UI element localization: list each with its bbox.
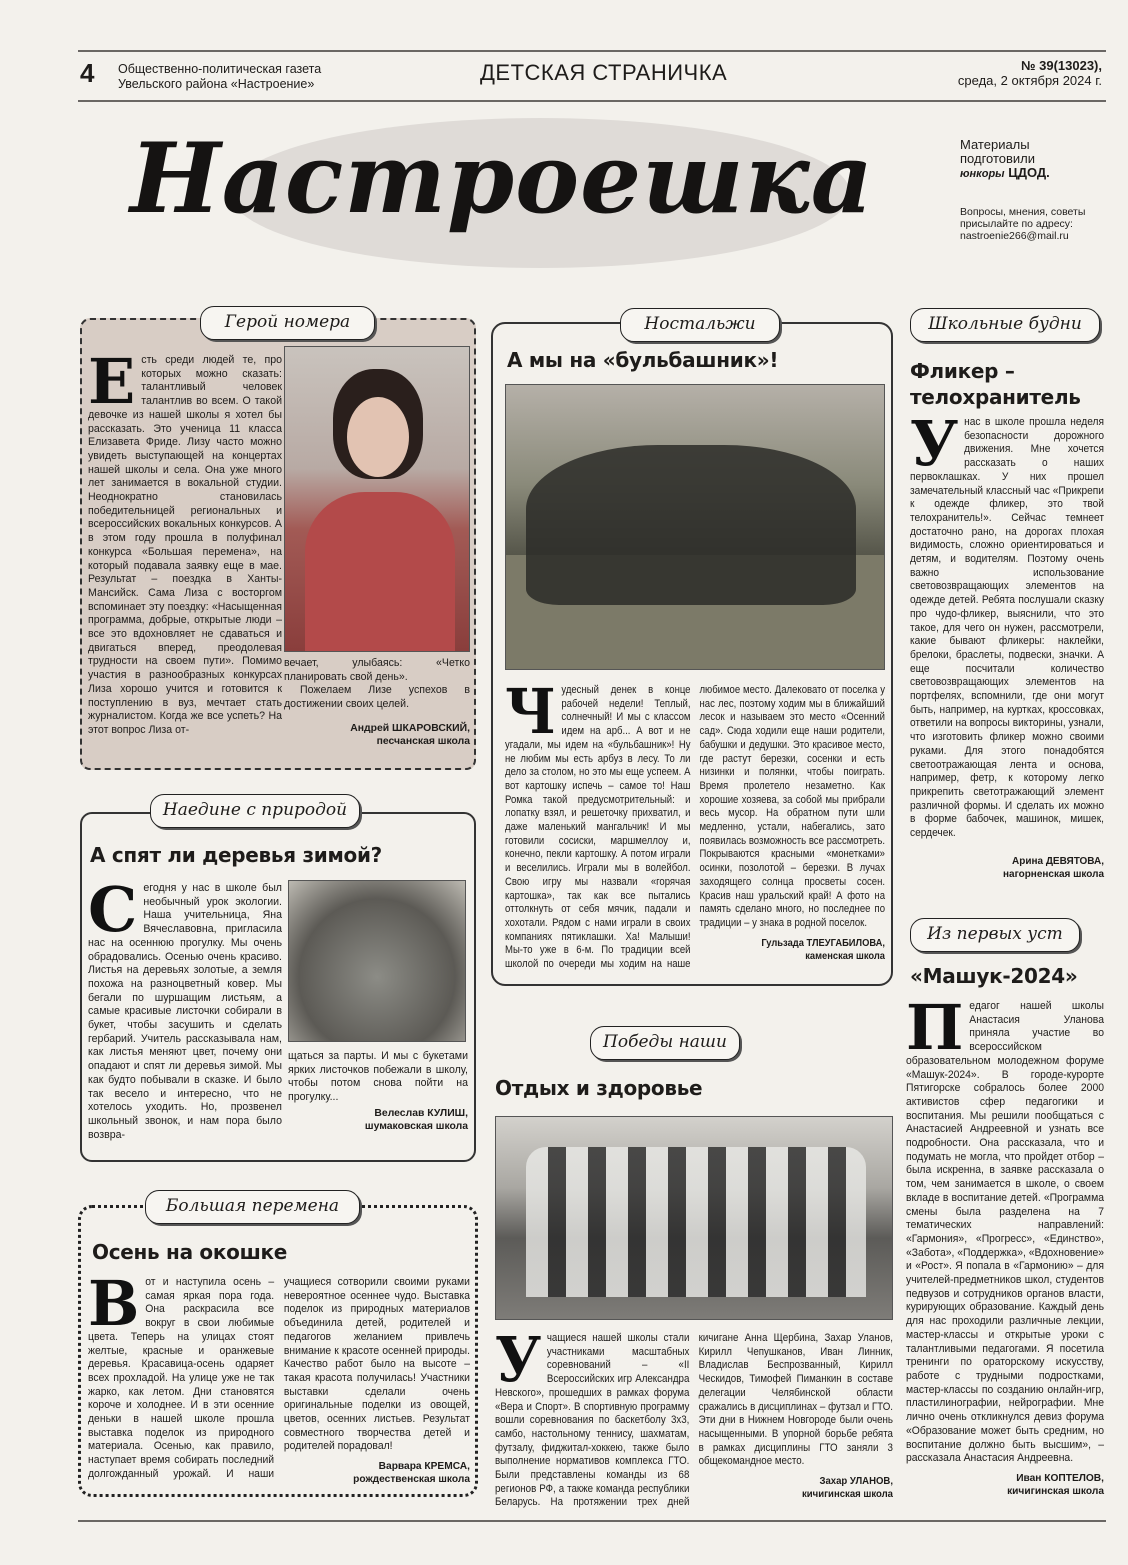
nature-text-column-2 bbox=[288, 1050, 468, 1133]
credits-line-1: Материалы bbox=[960, 137, 1030, 152]
author-school: каменская школа bbox=[805, 950, 885, 962]
rubric-hero: Герой номера bbox=[200, 306, 375, 340]
hero-text-1: сть среди людей те, про которых можно сказать: талантливый человек талантлив во всем. О такой девочке из нашей школы я хотел бы рассказать. Это ученица 11 класса Елизавета Фриде. Лизу часто можно увидеть выступающей на концертах нашей школы и села. Она уже много лет занимается в вокальной студии. Неоднократно становилась победительницей региональных и всероссийских вокальных конкурсов. А в этом году прошла в полуфинал конкурса «Большая перемена», на который подавала заявку еще в мае. Результат – поездка в Ханты-Мансийск. Сама Лиза с восторгом вспоминает эту поездку: «Насыщенная программа, добрые, открытые люди – все это вдохновляет не сдаваться и двигаться вперед, преодолевая трудности на своем пути». Помимо участия в разнообразных конкурсах Лиза хорошо учится и готовится к поступлению в вуз, мечтает стать журналистом. Когда же все успеть? На этот вопрос Лиза от- bbox=[88, 354, 282, 736]
dropcap: Ч bbox=[505, 675, 556, 748]
nature-headline: А спят ли деревья зимой? bbox=[90, 843, 382, 867]
victories-text-body: чащиеся нашей школы стали участниками масштабных соревнований – «II Всероссийских игр Александра Невского», прошедших в рамках форума «Вера и Спорт». В спортивную программу вошли соревнования по баскетболу 3х3, самбо, настольному теннису, шахматам, футзалу, фиджитал-хоккею, также было выполнение нормативов комплекса ГТО. Были представлены команды из 68 регионов РФ, а также команда республики Беларусь. На протяжении трех дней кичигане Анна Щербина, Захар Уланов, Кирилл Чепушканов, Иван Линник, Владислав Беспрозванный, Кирилл Ческидов, Тимофей Пиманкин в составе делегации Челябинской области сражались в дисциплинах – футзал и ГТО. Эти дни в Нижнем Новгороде были очень насыщенными. В упорной борьбе ребята в рамках дисциплины ГТО заняли 3 общекомандное место. bbox=[495, 1332, 893, 1509]
photo-figure-body bbox=[305, 492, 455, 652]
masthead-logo: Настроешка bbox=[130, 122, 874, 235]
photo-team bbox=[526, 1147, 866, 1297]
nostalgia-text-body: удесный денек в конце рабочей недели! Теплый, солнечный! И мы с классом идем на арб... А вот и не угадали, мы идем на «бульбашник»! Ну не любим мы есть арбуз в лесу. То ли дело за столом, но это мы еще успеем. А вот картошку испечь – самое то! Наш Ромка такой предусмотрительный: и лопатку взял, и решеточку прихватил, и даже маленький мангальчик! И мы готовили сосиски, маршмеллоу и, конечно, пекли картошку. А потом играли и веселились. Играли мы в волейбол. Свою игру мы назвали «горячая картошка», так как все пытались оттолкнуть от себя мячик, падали и хохотали. Рядом с нами играли в своих компаниях пятиклашки. Ха! Малыши! Мы-то уже в 6-м. По традиции всей школой по очереди мы ходим на наше любимое место. Далековато от поселка у нас лес, поэтому ходим мы в ближайший лесок и называем это место «Осенний сад». Сюда ходили еще наши родители, бабушки и дедушки. Это красивое место, где растут березки, сосенки и есть низинки и полянки, чтобы поиграть. Время пролетело незаметно. Как хорошие хозяева, за собой мы прибрали весь мусор. На обратном пути шли медленно, устали, набегались, зато появилась возможность все рассмотреть. Покрываются красными «монетками» осинки, позолотой – березки. В лучах заходящего солнца просветы сосен. Красив наш уральский край! А фото на память сделано много, но последнее по традиции – у знака в родной поселок. bbox=[505, 684, 885, 971]
big-break-headline: Осень на окошке bbox=[92, 1240, 288, 1264]
hero-photo bbox=[284, 346, 470, 652]
author-school: песчанская школа bbox=[376, 735, 470, 747]
dropcap: Е bbox=[88, 345, 136, 418]
contact-line-1: Вопросы, мнения, советы bbox=[960, 206, 1086, 218]
bottom-rule bbox=[78, 1520, 1106, 1522]
rubric-school-days: Школьные будни bbox=[910, 308, 1100, 342]
victories-signature bbox=[699, 1475, 893, 1501]
author: Варвара КРЕМСА, bbox=[378, 1461, 470, 1473]
nature-text-column-1 bbox=[88, 873, 282, 1142]
author-school: кичигинская школа bbox=[801, 1489, 893, 1501]
hero-text-column-1 bbox=[88, 345, 282, 738]
gazette-line-1: Общественно-политическая газета bbox=[118, 62, 322, 76]
author: Захар УЛАНОВ, bbox=[819, 1476, 893, 1488]
dropcap: У bbox=[495, 1323, 542, 1396]
big-break-signature bbox=[284, 1460, 470, 1486]
contact-info bbox=[960, 206, 1085, 242]
school-days-text-body: нас в школе прошла неделя безопасности дорожного движения. Мне хочется рассказать о наших первоклашках. У них прошел замечательный классный час «Прикрепи к одежде фликер, это твой телохранитель!». Сейчас темнеет достаточно рано, на дорогах плохая видимость, сложно ориентироваться и детям, и водителям. Поэтому очень важно использование световозвращающих элементов на одежде детей. Ребята послушали сказку про чудо-фликер, выяснили, что это такое, для чего он нужен, рассмотрели, какие бывают фликеры: наклейки, брелоки, браслеты, подвески, значки. А еще посчитали количество световозвращающих элементов на портфелях, вспомнили, где они могут быть, например, на куртках, кроссовках, ответили на вопросы викторины, узнали, что изготовить фликер можно своими руками. Для этого понадобятся светоотражающая лента и основа, например, фетр, к которому легко прикрепить светотражающий элемент различной формы. И сделать их можно в форме бабочек, машинок, мишек, сердечек. bbox=[910, 416, 1104, 840]
nostalgia-photo bbox=[505, 384, 885, 670]
nature-signature bbox=[288, 1107, 468, 1133]
top-rule bbox=[78, 50, 1106, 52]
contact-line-2: присылайте по адресу: bbox=[960, 218, 1073, 230]
dropcap: П bbox=[906, 991, 964, 1064]
nature-text-1: егодня у нас в школе был необычный урок экологии. Наша учительница, Яна Вячеславовна, пригласила нас на осеннюю прогулку. Мы очень обрадовались. Осенью очень красиво. Листья на деревьях золотые, а земля похожа на разноцветный ковер. Мы бегали по шуршащим листьям, а самые красивые листочки собирали в букет, чтобы засушить и сделать гербарий. Учитель рассказывала нам, как листья меняют цвет, почему они опадают и спят ли деревья зимой. Мы как будто побывали в сказке. И было так весело и интересно, что не хотелось уходить. Но, прозвенел школьный звонок, и нам пора было возвра- bbox=[88, 882, 282, 1141]
header-rule bbox=[78, 100, 1106, 102]
gazette-line-2: Увельского района «Настроение» bbox=[118, 77, 315, 91]
issue-info bbox=[958, 58, 1102, 88]
nature-photo bbox=[288, 880, 466, 1042]
author: Велеслав КУЛИШ, bbox=[374, 1107, 468, 1119]
author: Арина ДЕВЯТОВА, bbox=[1012, 855, 1104, 867]
contact-email[interactable]: nastroenie266@mail.ru bbox=[960, 230, 1069, 242]
gazette-name bbox=[118, 62, 321, 92]
author-school: кичигинская школа bbox=[1007, 1485, 1104, 1497]
rubric-victories: Победы наши bbox=[590, 1026, 740, 1060]
dropcap: С bbox=[88, 873, 138, 946]
author-school: нагорненская школа bbox=[1003, 868, 1104, 880]
author-school: шумаковская школа bbox=[364, 1120, 468, 1132]
victories-photo bbox=[495, 1116, 893, 1320]
victories-text bbox=[495, 1323, 893, 1510]
first-hand-signature bbox=[906, 1472, 1104, 1498]
hero-text-2: вечает, улыбаясь: «Четко планировать свой день». bbox=[284, 657, 470, 683]
dropcap: В bbox=[88, 1267, 140, 1340]
credits-line-2: подготовили bbox=[960, 151, 1036, 166]
first-hand-text-body: едагог нашей школы Анастасия Уланова приняла участие во всероссийском образовательном молодежном форуме «Машук-2024». В городе-курорте Пятигорске собралось более 2000 активистов сфер педагогики и воспитания. Мы решили пообщаться с Анастасией Андреевной и узнать все подробности. Она рассказала, что и подумать не могла, что пройдет отбор – была искренна, в заявке рассказала о том, чем занимается в школе, о своем вкладе в воспитание детей. «Программа смены была разделена на 7 тематических направлений: «Гармония», «Прогресс», «Единство», «Забота», «Поддержка», «Вдохновение» и «Рост». Я попала в «Гармонию» – для учителей-предметников школ, студентов педвузов и сотрудников органов власти, курирующих образование. Каждый день для нас проходили различные лекции, мастер-классы и открытые уроки с талантливыми педагогами. Я посетила тренинги по ораторскому искусству, работе с трудными подростками, мастер-классы по созданию онлайн-игр, пластилинографии, нейрографии. Мне лично очень откликнулся девиз форума «Образование может быть средним, но воспитание должно быть высшим», – рассказала Анастасия Андреевна. bbox=[906, 1000, 1104, 1465]
nostalgia-headline: А мы на «бульбашник»! bbox=[507, 348, 779, 372]
first-hand-text bbox=[906, 991, 1104, 1498]
big-break-text bbox=[88, 1267, 470, 1486]
author-school: рождественская школа bbox=[353, 1474, 470, 1486]
photo-group bbox=[526, 445, 856, 605]
victories-headline: Отдых и здоровье bbox=[495, 1076, 703, 1100]
nostalgia-signature bbox=[699, 937, 884, 963]
author: Гульзада ТЛЕУГАБИЛОВА, bbox=[761, 937, 885, 949]
author: Иван КОПТЕЛОВ, bbox=[1016, 1472, 1104, 1484]
dropcap: У bbox=[910, 407, 959, 480]
rubric-nature: Наедине с природой bbox=[150, 794, 360, 828]
credits bbox=[960, 138, 1050, 181]
hero-signature bbox=[284, 722, 470, 748]
rubric-nostalgia: Ностальжи bbox=[620, 308, 780, 342]
credits-prefix: юнкоры bbox=[960, 168, 1005, 180]
issue-number: № 39(13023), bbox=[1021, 58, 1102, 73]
first-hand-headline: «Машук-2024» bbox=[910, 964, 1078, 988]
nature-text-2: щаться за парты. И мы с букетами ярких листочков побежали в школу, чтобы потом снова пойти на прогулку... bbox=[288, 1050, 468, 1104]
school-days-signature bbox=[910, 855, 1104, 881]
hero-text-column-2 bbox=[284, 657, 470, 748]
big-break-text-body: от и наступила осень – самая яркая пора года. Она раскрасила все вокруг в свои любимые цвета. Теперь на улицах стоят желтые, красные и оранжевые деревья. Красавица-осень одаряет всех прохладой. На улице уже не так жарко, как летом. Дни становятся короче и холоднее. И в эти осенние деньки в нашей школе прошла выставка поделок из природного материала. Осенью, как правило, наступает время собирать последний долгожданный урожай. И наши учащиеся сотворили своими руками невероятное осеннее чудо. Выставка поделок из природных материалов объединила детей, родителей и педагогов желанием привлечь внимание к красоте осенней природы. Качество работ было на высоте – такая красота получилась! Участники выставки сделали очень оригинальные поделки из овощей, цветов, осенних листьев. Результат совместного творчества детей и родителей порадовал! bbox=[88, 1276, 470, 1480]
rubric-first-hand: Из первых уст bbox=[910, 918, 1080, 952]
rubric-big-break: Большая перемена bbox=[145, 1190, 360, 1224]
author: Андрей ШКАРОВСКИЙ, bbox=[350, 722, 470, 734]
school-days-text bbox=[910, 407, 1104, 881]
school-days-headline: Фликер – телохранитель bbox=[910, 359, 1081, 409]
credits-org: ЦДОД. bbox=[1008, 165, 1050, 180]
hero-text-3: Пожелаем Лизе успехов в достижении своих целей. bbox=[284, 684, 470, 711]
photo-figure-face bbox=[347, 397, 409, 477]
issue-date: среда, 2 октября 2024 г. bbox=[957, 73, 1102, 88]
section-title: ДЕТСКАЯ СТРАНИЧКА bbox=[480, 60, 728, 85]
page-number: 4 bbox=[80, 58, 95, 88]
nostalgia-text bbox=[505, 675, 885, 972]
